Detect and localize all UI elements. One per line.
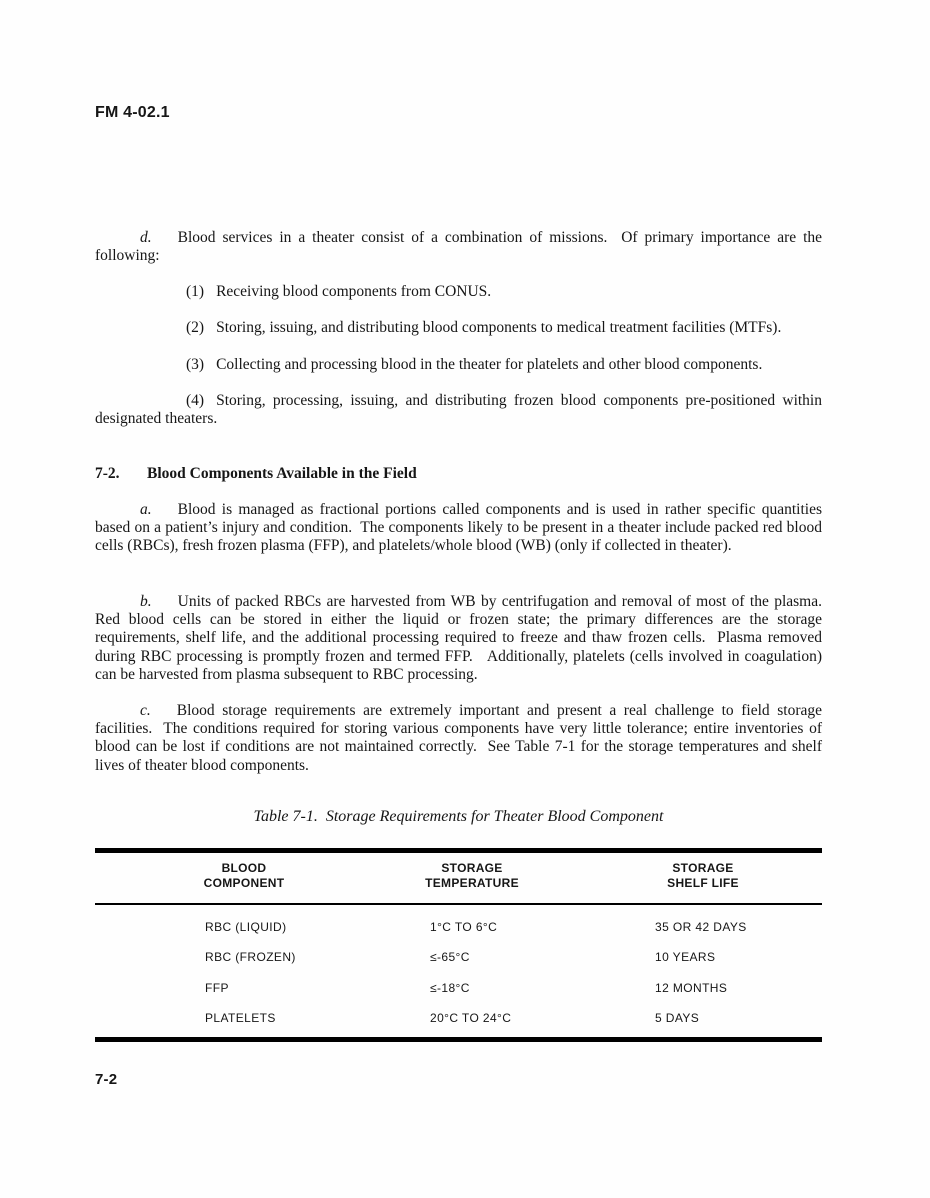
list-text: Collecting and processing blood in the theater for platelets and other blood components. bbox=[216, 356, 763, 373]
table-header-storage-shelf-life: STORAGE SHELF LIFE bbox=[667, 861, 739, 890]
cell-shelf-life: 12 MONTHS bbox=[655, 981, 728, 995]
cell-component: RBC (FROZEN) bbox=[205, 950, 296, 964]
list-item-1 bbox=[95, 283, 822, 301]
list-text: Receiving blood components from CONUS. bbox=[216, 283, 492, 300]
paragraph-label: a. bbox=[140, 501, 152, 518]
list-number: (2) bbox=[186, 319, 205, 336]
section-number: 7-2. bbox=[95, 465, 120, 482]
paragraph-label: d. bbox=[140, 229, 152, 246]
list-number: (3) bbox=[186, 356, 205, 373]
paragraph-text: Blood storage requirements are extremely important and present a real challenge to field storage facilities. The conditions required for storing various components have very little tolerance; entire inventories of blood can be lost if conditions are not maintained correctly. See Table 7-1 for the storage temperatures and shelf lives of theater blood components. bbox=[95, 702, 826, 774]
table-caption: Table 7-1. Storage Requirements for Theater Blood Component bbox=[253, 808, 664, 825]
paragraph-text: Units of packed RBCs are harvested from WB by centrifugation and removal of most of the plasma. Red blood cells can be stored in either the liquid or frozen state; the primary differences are the storage requirements, shelf life, and the additional processing required to freeze and thaw frozen cells. Plasma removed during RBC processing is promptly frozen and termed FFP. Additionally, platelets (cells involved in coagulation) can be harvested from plasma subsequent to RBC processing. bbox=[95, 593, 830, 683]
cell-component: FFP bbox=[205, 981, 229, 995]
cell-temperature: ≤-65°C bbox=[430, 950, 470, 964]
paragraph-label: b. bbox=[140, 593, 152, 610]
section-title: Blood Components Available in the Field bbox=[147, 465, 417, 482]
table-row bbox=[95, 950, 822, 966]
cell-temperature: 1°C TO 6°C bbox=[430, 920, 498, 934]
table-rule-top bbox=[95, 848, 822, 853]
table-header-blood-component: BLOOD COMPONENT bbox=[203, 861, 285, 890]
paragraph-a bbox=[95, 501, 826, 556]
table-rule-bottom bbox=[95, 1037, 822, 1042]
cell-temperature: 20°C TO 24°C bbox=[430, 1011, 512, 1025]
list-text: Storing, issuing, and distributing blood components to medical treatment facilities (MTFs). bbox=[216, 319, 782, 336]
table-row bbox=[95, 1011, 822, 1027]
section-heading bbox=[95, 465, 822, 483]
table-row bbox=[95, 981, 822, 997]
list-item-2 bbox=[95, 319, 822, 337]
paragraph-text: Blood is managed as fractional portions called components and is used in rather specific quantities based on a patient’s injury and condition. The components likely to be present in a theater include packed red blood cells (RBCs), fresh frozen plasma (FFP), and platelets/whole blood (WB) (only if collected in theater). bbox=[95, 501, 826, 555]
cell-temperature: ≤-18°C bbox=[430, 981, 470, 995]
table-rule-header-separator bbox=[95, 903, 822, 905]
cell-shelf-life: 10 YEARS bbox=[655, 950, 716, 964]
cell-component: RBC (LIQUID) bbox=[205, 920, 287, 934]
table-header-storage-temperature: STORAGE TEMPERATURE bbox=[425, 861, 519, 890]
list-number: (1) bbox=[186, 283, 205, 300]
cell-shelf-life: 5 DAYS bbox=[655, 1011, 700, 1025]
list-item-4 bbox=[95, 392, 826, 428]
page-number: 7-2 bbox=[95, 1071, 118, 1088]
list-item-3 bbox=[95, 356, 822, 374]
paragraph-c bbox=[95, 702, 826, 775]
table-row bbox=[95, 920, 822, 936]
list-text: Storing, processing, issuing, and distributing frozen blood components pre-positioned within designated theaters. bbox=[95, 392, 826, 428]
storage-requirements-table bbox=[95, 848, 822, 1042]
paragraph-label: c. bbox=[140, 702, 151, 719]
cell-component: PLATELETS bbox=[205, 1011, 276, 1025]
running-header: FM 4-02.1 bbox=[95, 104, 170, 121]
paragraph-text: Blood services in a theater consist of a combination of missions. Of primary importance are the following: bbox=[95, 229, 826, 265]
cell-shelf-life: 35 OR 42 DAYS bbox=[655, 920, 747, 934]
paragraph-d bbox=[95, 229, 826, 265]
paragraph-b bbox=[95, 593, 830, 684]
list-number: (4) bbox=[186, 392, 205, 409]
